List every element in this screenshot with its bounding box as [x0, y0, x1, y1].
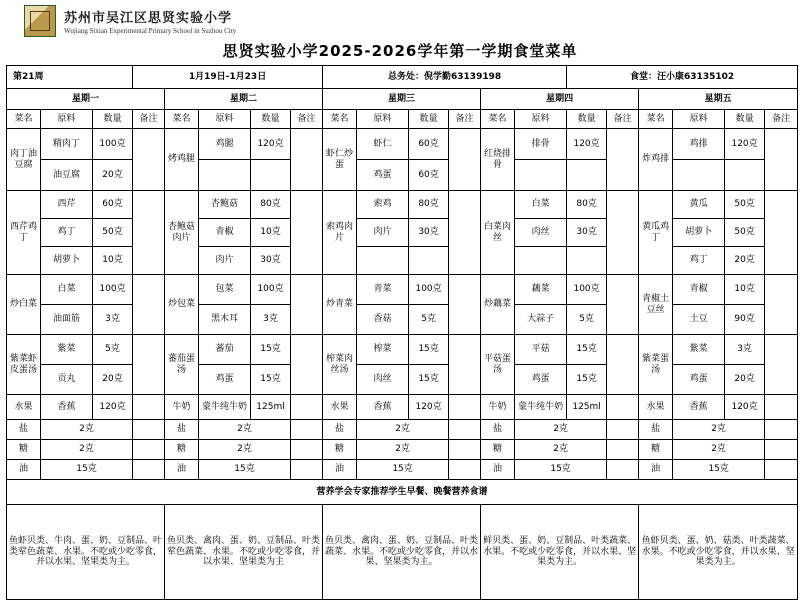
amount: 125ml: [251, 395, 291, 420]
ingredient: 藕菜: [515, 275, 567, 305]
school-name-cn: 苏州市吴江区思贤实验小学: [64, 11, 233, 26]
note: [133, 191, 165, 275]
ingredient: [673, 160, 725, 191]
note: [449, 335, 481, 395]
note: [449, 275, 481, 335]
nutrition-text: 鱼虾贝类、牛肉、蛋、奶、豆制品、叶类荤色蔬菜、水果。不吃或少吃零食，并以水果、坚果类为主。: [7, 505, 165, 600]
ingredient: 香蕉: [357, 395, 409, 420]
ingredient: 油豆腐: [41, 160, 93, 191]
note: [291, 191, 323, 275]
col-ingredient: 原料: [515, 110, 567, 129]
dish-name: 紫菜虾皮蛋汤: [7, 335, 41, 395]
amount: 5克: [93, 335, 133, 365]
note: [291, 275, 323, 335]
col-note: 备注: [133, 110, 165, 129]
col-amount: 数量: [567, 110, 607, 129]
salt-amount: 2克: [41, 420, 133, 440]
salt-label: 盐: [165, 420, 199, 440]
col-ingredient: 原料: [41, 110, 93, 129]
amount: 125ml: [567, 395, 607, 420]
oil-amount: 15克: [41, 460, 133, 480]
ingredient: 鸡蛋: [199, 365, 251, 395]
amount: 20克: [93, 160, 133, 191]
ingredient: 排骨: [515, 129, 567, 160]
ingredient: 青椒: [673, 275, 725, 305]
note: [765, 420, 798, 440]
salt-amount: 2克: [515, 420, 607, 440]
school-crest-icon: [24, 5, 56, 37]
ingredient: 土豆: [673, 305, 725, 335]
col-dish: 菜名: [639, 110, 673, 129]
nutrition-text: 鱼贝类、禽肉、蛋、奶、豆制品、叶类蔬菜、水果。不吃或少吃零食，并以水果、坚果类为主。: [323, 505, 481, 600]
salt-label: 盐: [481, 420, 515, 440]
note: [607, 129, 639, 191]
ingredient: 榨菜: [357, 335, 409, 365]
amount: 100克: [567, 275, 607, 305]
amount: 30克: [567, 219, 607, 247]
sugar-amount: 2克: [515, 440, 607, 460]
col-note: 备注: [291, 110, 323, 129]
note: [133, 420, 165, 440]
col-dish: 菜名: [323, 110, 357, 129]
nutrition-text: 鱼贝类、禽肉、蛋、奶、豆制品、叶类荤色蔬菜、水果。不吃或少吃零食，并以水果、坚果类为主: [165, 505, 323, 600]
ingredient: 黄瓜: [673, 191, 725, 219]
ingredient: 肉丝: [357, 365, 409, 395]
ingredient: 紫菜: [673, 335, 725, 365]
col-ingredient: 原料: [357, 110, 409, 129]
oil-label: 油: [165, 460, 199, 480]
dish-name: 烤鸡腿: [165, 129, 199, 191]
menu-row: [7, 219, 798, 247]
dish-name: 炸鸡排: [639, 129, 673, 191]
note: [291, 395, 323, 420]
amount: 50克: [725, 219, 765, 247]
col-amount: 数量: [725, 110, 765, 129]
menu-row: [7, 160, 798, 191]
nutrition-title-row: [7, 480, 798, 505]
page-title: 思贤实验小学2025-2026学年第一学期食堂菜单: [222, 42, 578, 60]
note: [765, 191, 798, 275]
canteen-contact: 食堂：汪小康63135102: [567, 66, 798, 89]
amount: 120克: [725, 129, 765, 160]
sugar-label: 糖: [481, 440, 515, 460]
dish-name: 索鸡肉片: [323, 191, 357, 275]
oil-label: 油: [639, 460, 673, 480]
amount: 10克: [251, 219, 291, 247]
note: [449, 440, 481, 460]
sugar-label: 糖: [639, 440, 673, 460]
col-amount: 数量: [251, 110, 291, 129]
menu-row: [7, 191, 798, 219]
ingredient: 香蕉: [41, 395, 93, 420]
note: [133, 395, 165, 420]
amount: 15克: [251, 365, 291, 395]
sugar-amount: 2克: [199, 440, 291, 460]
oil-amount: 15克: [673, 460, 765, 480]
note: [765, 460, 798, 480]
general-office: 总务处：倪学勤63139198: [323, 66, 567, 89]
ingredient: 鸡蛋: [357, 160, 409, 191]
sugar-label: 糖: [165, 440, 199, 460]
amount: 3克: [93, 305, 133, 335]
ingredient: 杏鲍菇: [199, 191, 251, 219]
ingredient: 香蕉: [673, 395, 725, 420]
menu-table: [6, 65, 798, 600]
amount: 60克: [409, 160, 449, 191]
note: [765, 440, 798, 460]
col-note: 备注: [607, 110, 639, 129]
col-dish: 菜名: [481, 110, 515, 129]
note: [607, 420, 639, 440]
day-thursday: 星期四: [481, 89, 639, 110]
day-wednesday: 星期三: [323, 89, 481, 110]
col-amount: 数量: [409, 110, 449, 129]
oil-amount: 15克: [199, 460, 291, 480]
school-header: [6, 4, 794, 38]
ingredient: 肉丝: [515, 219, 567, 247]
ingredient: 白菜: [515, 191, 567, 219]
note: [291, 440, 323, 460]
dish-name: 西芹鸡丁: [7, 191, 41, 275]
amount: 30克: [251, 247, 291, 275]
amount: 20克: [725, 365, 765, 395]
amount: 15克: [409, 335, 449, 365]
amount: 60克: [93, 191, 133, 219]
amount: [251, 160, 291, 191]
menu-row: [7, 247, 798, 275]
amount: [567, 160, 607, 191]
ingredient: 索鸡: [357, 191, 409, 219]
col-ingredient: 原料: [673, 110, 725, 129]
oil-label: 油: [481, 460, 515, 480]
ingredient: 白菜: [41, 275, 93, 305]
nutrition-text: 鲜贝类、蛋、奶、豆制品、叶类蔬菜、水果。不吃或少吃零食，并以水果、坚果类为主。: [481, 505, 639, 600]
note: [765, 335, 798, 395]
amount: 120克: [567, 129, 607, 160]
col-dish: 菜名: [165, 110, 199, 129]
salt-amount: 2克: [357, 420, 449, 440]
salt-label: 盐: [323, 420, 357, 440]
note: [607, 460, 639, 480]
ingredient: 青菜: [357, 275, 409, 305]
oil-label: 油: [7, 460, 41, 480]
amount: 80克: [251, 191, 291, 219]
milk-label: 牛奶: [481, 395, 515, 420]
oil-amount: 15克: [515, 460, 607, 480]
ingredient: 胡萝卜: [673, 219, 725, 247]
ingredient: 蕃茄: [199, 335, 251, 365]
amount: [567, 247, 607, 275]
ingredient: 虾仁: [357, 129, 409, 160]
note: [133, 275, 165, 335]
dish-name: 紫菜蛋汤: [639, 335, 673, 395]
milk-label: 牛奶: [165, 395, 199, 420]
fruit-label: 水果: [639, 395, 673, 420]
amount: 15克: [567, 335, 607, 365]
amount: 30克: [409, 219, 449, 247]
dish-name: 炒白菜: [7, 275, 41, 335]
amount: 10克: [725, 275, 765, 305]
note: [607, 275, 639, 335]
amount: 15克: [409, 365, 449, 395]
note: [133, 460, 165, 480]
amount: 5克: [409, 305, 449, 335]
ingredient: 黑木耳: [199, 305, 251, 335]
dish-name: 榨菜肉丝汤: [323, 335, 357, 395]
ingredient: 大蒜子: [515, 305, 567, 335]
note: [133, 440, 165, 460]
amount: 15克: [567, 365, 607, 395]
dish-name: 红烧排骨: [481, 129, 515, 191]
ingredient: 鸡蛋: [673, 365, 725, 395]
sugar-label: 糖: [323, 440, 357, 460]
amount: 20克: [725, 247, 765, 275]
menu-row: [7, 275, 798, 305]
ingredient: 油面筋: [41, 305, 93, 335]
sugar-amount: 2克: [41, 440, 133, 460]
note: [765, 275, 798, 335]
note: [607, 191, 639, 275]
sugar-amount: 2克: [357, 440, 449, 460]
dish-name: 虾仁炒蛋: [323, 129, 357, 191]
amount: 120克: [251, 129, 291, 160]
ingredient: 鸡腿: [199, 129, 251, 160]
ingredient: 包菜: [199, 275, 251, 305]
col-dish: 菜名: [7, 110, 41, 129]
amount: 120克: [725, 395, 765, 420]
dish-name: 杏鲍菇肉片: [165, 191, 199, 275]
day-monday: 星期一: [7, 89, 165, 110]
ingredient: 鸡丁: [41, 219, 93, 247]
ingredient: 蒙牛纯牛奶: [199, 395, 251, 420]
school-name-en: Wujiang Sixian Experimental Primary School in Suzhou City: [64, 27, 237, 35]
salt-row: [7, 420, 798, 440]
fruit-label: 水果: [7, 395, 41, 420]
dish-name: 炒青菜: [323, 275, 357, 335]
col-amount: 数量: [93, 110, 133, 129]
amount: 50克: [725, 191, 765, 219]
ingredient: 蒙牛纯牛奶: [515, 395, 567, 420]
note: [291, 129, 323, 191]
day-header-row: [7, 89, 798, 110]
salt-label: 盐: [7, 420, 41, 440]
ingredient: 鸡蛋: [515, 365, 567, 395]
note: [449, 460, 481, 480]
dish-name: 肉丁油豆腐: [7, 129, 41, 191]
amount: 100克: [93, 275, 133, 305]
col-note: 备注: [449, 110, 481, 129]
menu-row: [7, 305, 798, 335]
ingredient: 平菇: [515, 335, 567, 365]
ingredient: 紫菜: [41, 335, 93, 365]
dish-name: 炒包菜: [165, 275, 199, 335]
amount: 80克: [409, 191, 449, 219]
amount: 100克: [93, 129, 133, 160]
oil-label: 油: [323, 460, 357, 480]
amount: 20克: [93, 365, 133, 395]
nutrition-title: 营养学会专家推荐学生早餐、晚餐营养食谱: [7, 480, 798, 505]
dish-name: 黄瓜鸡丁: [639, 191, 673, 275]
amount: 120克: [409, 395, 449, 420]
note: [449, 395, 481, 420]
ingredient: 青椒: [199, 219, 251, 247]
amount: 15克: [251, 335, 291, 365]
amount: [725, 160, 765, 191]
note: [133, 129, 165, 191]
note: [607, 335, 639, 395]
amount: 10克: [93, 247, 133, 275]
amount: 90克: [725, 305, 765, 335]
day-friday: 星期五: [639, 89, 798, 110]
note: [449, 420, 481, 440]
info-row: [7, 66, 798, 89]
oil-row: [7, 460, 798, 480]
amount: 100克: [251, 275, 291, 305]
col-ingredient: 原料: [199, 110, 251, 129]
dish-name: 白菜肉丝: [481, 191, 515, 275]
dish-name: 炒藕菜: [481, 275, 515, 335]
ingredient: [357, 247, 409, 275]
oil-amount: 15克: [357, 460, 449, 480]
ingredient: 精肉丁: [41, 129, 93, 160]
ingredient: 鸡排: [673, 129, 725, 160]
menu-row: [7, 335, 798, 365]
amount: 80克: [567, 191, 607, 219]
week-label: 第21周: [7, 66, 133, 89]
ingredient: [515, 160, 567, 191]
note: [765, 129, 798, 191]
col-note: 备注: [765, 110, 798, 129]
note: [607, 440, 639, 460]
note: [291, 460, 323, 480]
amount: 120克: [93, 395, 133, 420]
ingredient: 胡萝卜: [41, 247, 93, 275]
ingredient: 肉片: [199, 247, 251, 275]
sugar-amount: 2克: [673, 440, 765, 460]
column-header-row: [7, 110, 798, 129]
ingredient: [515, 247, 567, 275]
sugar-row: [7, 440, 798, 460]
note: [449, 129, 481, 191]
note: [607, 395, 639, 420]
amount: 3克: [725, 335, 765, 365]
amount: 60克: [409, 129, 449, 160]
sugar-label: 糖: [7, 440, 41, 460]
day-tuesday: 星期二: [165, 89, 323, 110]
amount: 5克: [567, 305, 607, 335]
ingredient: 西芹: [41, 191, 93, 219]
amount: [409, 247, 449, 275]
note: [291, 420, 323, 440]
amount: 3克: [251, 305, 291, 335]
ingredient: [199, 160, 251, 191]
dish-name: 蕃茄蛋汤: [165, 335, 199, 395]
salt-amount: 2克: [673, 420, 765, 440]
ingredient: 贡丸: [41, 365, 93, 395]
date-range: 1月19日-1月23日: [133, 66, 323, 89]
fruit-row: [7, 395, 798, 420]
salt-label: 盐: [639, 420, 673, 440]
amount: 100克: [409, 275, 449, 305]
nutrition-text-row: [7, 505, 798, 600]
note: [133, 335, 165, 395]
nutrition-text: 鱼虾贝类、蛋、奶、菇类、叶类蔬菜、水果。不吃或少吃零食，并以水果、坚果类为主。: [639, 505, 798, 600]
note: [291, 335, 323, 395]
note: [449, 191, 481, 275]
dish-name: 青椒土豆丝: [639, 275, 673, 335]
menu-row: [7, 365, 798, 395]
salt-amount: 2克: [199, 420, 291, 440]
ingredient: 香菇: [357, 305, 409, 335]
amount: 50克: [93, 219, 133, 247]
dish-name: 平菇蛋汤: [481, 335, 515, 395]
fruit-label: 水果: [323, 395, 357, 420]
menu-row: [7, 129, 798, 160]
note: [765, 395, 798, 420]
ingredient: 肉片: [357, 219, 409, 247]
ingredient: 鸡丁: [673, 247, 725, 275]
